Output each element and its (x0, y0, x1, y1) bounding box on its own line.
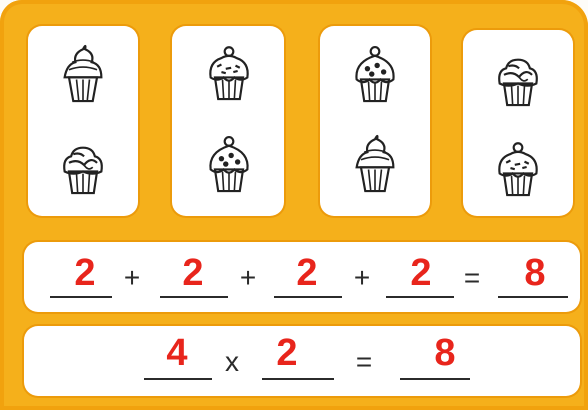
cupcake-icon (202, 130, 256, 196)
cupcake-icon (56, 132, 110, 198)
cupcake-group-4 (463, 30, 573, 216)
addend-2: 2 (182, 252, 204, 294)
answer-blank-addend-3 (274, 296, 342, 298)
cupcake-group-2 (172, 26, 284, 216)
answer-blank-per-group (262, 378, 334, 380)
cupcake-icon (202, 38, 256, 104)
answer-blank-sum (498, 296, 568, 298)
plus-sign: + (123, 262, 141, 293)
answer-blank-addend-2 (160, 296, 228, 298)
cupcake-icon (491, 44, 545, 110)
plus-sign: + (353, 262, 371, 293)
groups-count-answer: 4 (166, 332, 188, 374)
answer-blank-addend-1 (50, 296, 112, 298)
answer-blank-product (400, 378, 470, 380)
equals-sign: = (355, 346, 373, 377)
answer-blank-groups (144, 378, 212, 380)
cupcake-icon (491, 134, 545, 200)
cupcake-group-3 (320, 26, 430, 216)
times-sign: x (225, 346, 239, 377)
equals-sign: = (463, 262, 481, 293)
cupcake-icon (348, 40, 402, 106)
addend-1: 2 (74, 252, 96, 294)
sum-answer: 8 (524, 252, 546, 294)
plus-sign: + (239, 262, 257, 293)
product-answer: 8 (434, 332, 456, 374)
per-group-answer: 2 (276, 332, 298, 374)
addition-equation-row (24, 242, 580, 312)
cupcake-icon (348, 130, 402, 196)
addend-4: 2 (410, 252, 432, 294)
multiplication-equation-row (24, 326, 580, 396)
cupcake-group-1 (28, 26, 138, 216)
cupcake-icon (56, 40, 110, 106)
answer-blank-addend-4 (386, 296, 454, 298)
addend-3: 2 (296, 252, 318, 294)
